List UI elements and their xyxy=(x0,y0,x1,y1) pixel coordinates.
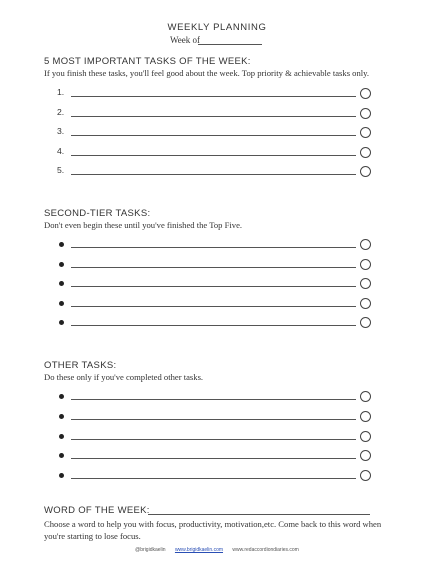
task-checkbox-icon[interactable] xyxy=(360,88,371,99)
task-number: 3. xyxy=(57,126,65,136)
task-number: 4. xyxy=(57,146,65,156)
task-field[interactable] xyxy=(71,399,356,400)
task-row xyxy=(0,165,434,179)
task-checkbox-icon[interactable] xyxy=(360,127,371,138)
task-checkbox-icon[interactable] xyxy=(360,108,371,119)
task-checkbox-icon[interactable] xyxy=(360,391,371,402)
bullet-icon xyxy=(59,434,64,439)
word-of-week-field[interactable] xyxy=(148,514,370,515)
task-number: 5. xyxy=(57,165,65,175)
task-row xyxy=(0,316,434,330)
task-field[interactable] xyxy=(71,135,356,136)
task-field[interactable] xyxy=(71,267,356,268)
task-row xyxy=(0,390,434,404)
top-five-heading: 5 MOST IMPORTANT TASKS OF THE WEEK: xyxy=(44,56,251,67)
other-tasks-subtitle: Do these only if you've completed other tasks. xyxy=(44,372,204,382)
page-title: WEEKLY PLANNING xyxy=(167,22,267,33)
task-field[interactable] xyxy=(71,458,356,459)
task-checkbox-icon[interactable] xyxy=(360,431,371,442)
task-checkbox-icon[interactable] xyxy=(360,317,371,328)
task-number: 2. xyxy=(57,107,65,117)
task-row xyxy=(0,258,434,272)
word-of-week-label: WORD OF THE WEEK: xyxy=(44,505,150,516)
task-field[interactable] xyxy=(71,96,356,97)
other-tasks-heading: OTHER TASKS: xyxy=(44,360,117,371)
second-tier-heading: SECOND-TIER TASKS: xyxy=(44,208,151,219)
task-field[interactable] xyxy=(71,247,356,248)
bullet-icon xyxy=(59,394,64,399)
task-row xyxy=(0,87,434,101)
task-field[interactable] xyxy=(71,325,356,326)
task-checkbox-icon[interactable] xyxy=(360,239,371,250)
task-field[interactable] xyxy=(71,116,356,117)
task-field[interactable] xyxy=(71,478,356,479)
task-row xyxy=(0,146,434,160)
task-field[interactable] xyxy=(71,439,356,440)
task-checkbox-icon[interactable] xyxy=(360,166,371,177)
footer-site-link[interactable]: www.brigidkaelin.com xyxy=(174,547,224,553)
bullet-icon xyxy=(59,281,64,286)
task-field[interactable] xyxy=(71,419,356,420)
task-checkbox-icon[interactable] xyxy=(360,411,371,422)
task-checkbox-icon[interactable] xyxy=(360,278,371,289)
task-number: 1. xyxy=(57,87,65,97)
task-field[interactable] xyxy=(71,286,356,287)
task-checkbox-icon[interactable] xyxy=(360,298,371,309)
task-checkbox-icon[interactable] xyxy=(360,259,371,270)
task-row xyxy=(0,107,434,121)
week-of-label: Week of xyxy=(170,35,201,45)
bullet-icon xyxy=(59,473,64,478)
bullet-icon xyxy=(59,242,64,247)
task-checkbox-icon[interactable] xyxy=(360,450,371,461)
bullet-icon xyxy=(59,262,64,267)
task-row xyxy=(0,449,434,463)
bullet-icon xyxy=(59,414,64,419)
second-tier-subtitle: Don't even begin these until you've finished the Top Five. xyxy=(44,220,243,230)
task-field[interactable] xyxy=(71,306,356,307)
footer-handle: @brigidkaelin xyxy=(135,547,166,553)
task-row xyxy=(0,297,434,311)
task-checkbox-icon[interactable] xyxy=(360,147,371,158)
task-field[interactable] xyxy=(71,174,356,175)
task-row xyxy=(0,469,434,483)
word-of-week-description: Choose a word to help you with focus, productivity, motivation,etc. Come back to this word when you're starting to lose focus. xyxy=(44,519,382,541)
footer xyxy=(0,547,434,553)
task-row xyxy=(0,410,434,424)
top-five-subtitle: If you finish these tasks, you'll feel good about the week. Top priority & achievable tasks only. xyxy=(44,68,370,78)
task-row xyxy=(0,126,434,140)
bullet-icon xyxy=(59,453,64,458)
task-field[interactable] xyxy=(71,155,356,156)
footer-site2: www.redaccordiondiaries.com xyxy=(232,547,299,553)
bullet-icon xyxy=(59,320,64,325)
task-checkbox-icon[interactable] xyxy=(360,470,371,481)
task-row xyxy=(0,277,434,291)
task-row xyxy=(0,238,434,252)
task-row xyxy=(0,430,434,444)
bullet-icon xyxy=(59,301,64,306)
week-of-field[interactable] xyxy=(198,44,262,45)
